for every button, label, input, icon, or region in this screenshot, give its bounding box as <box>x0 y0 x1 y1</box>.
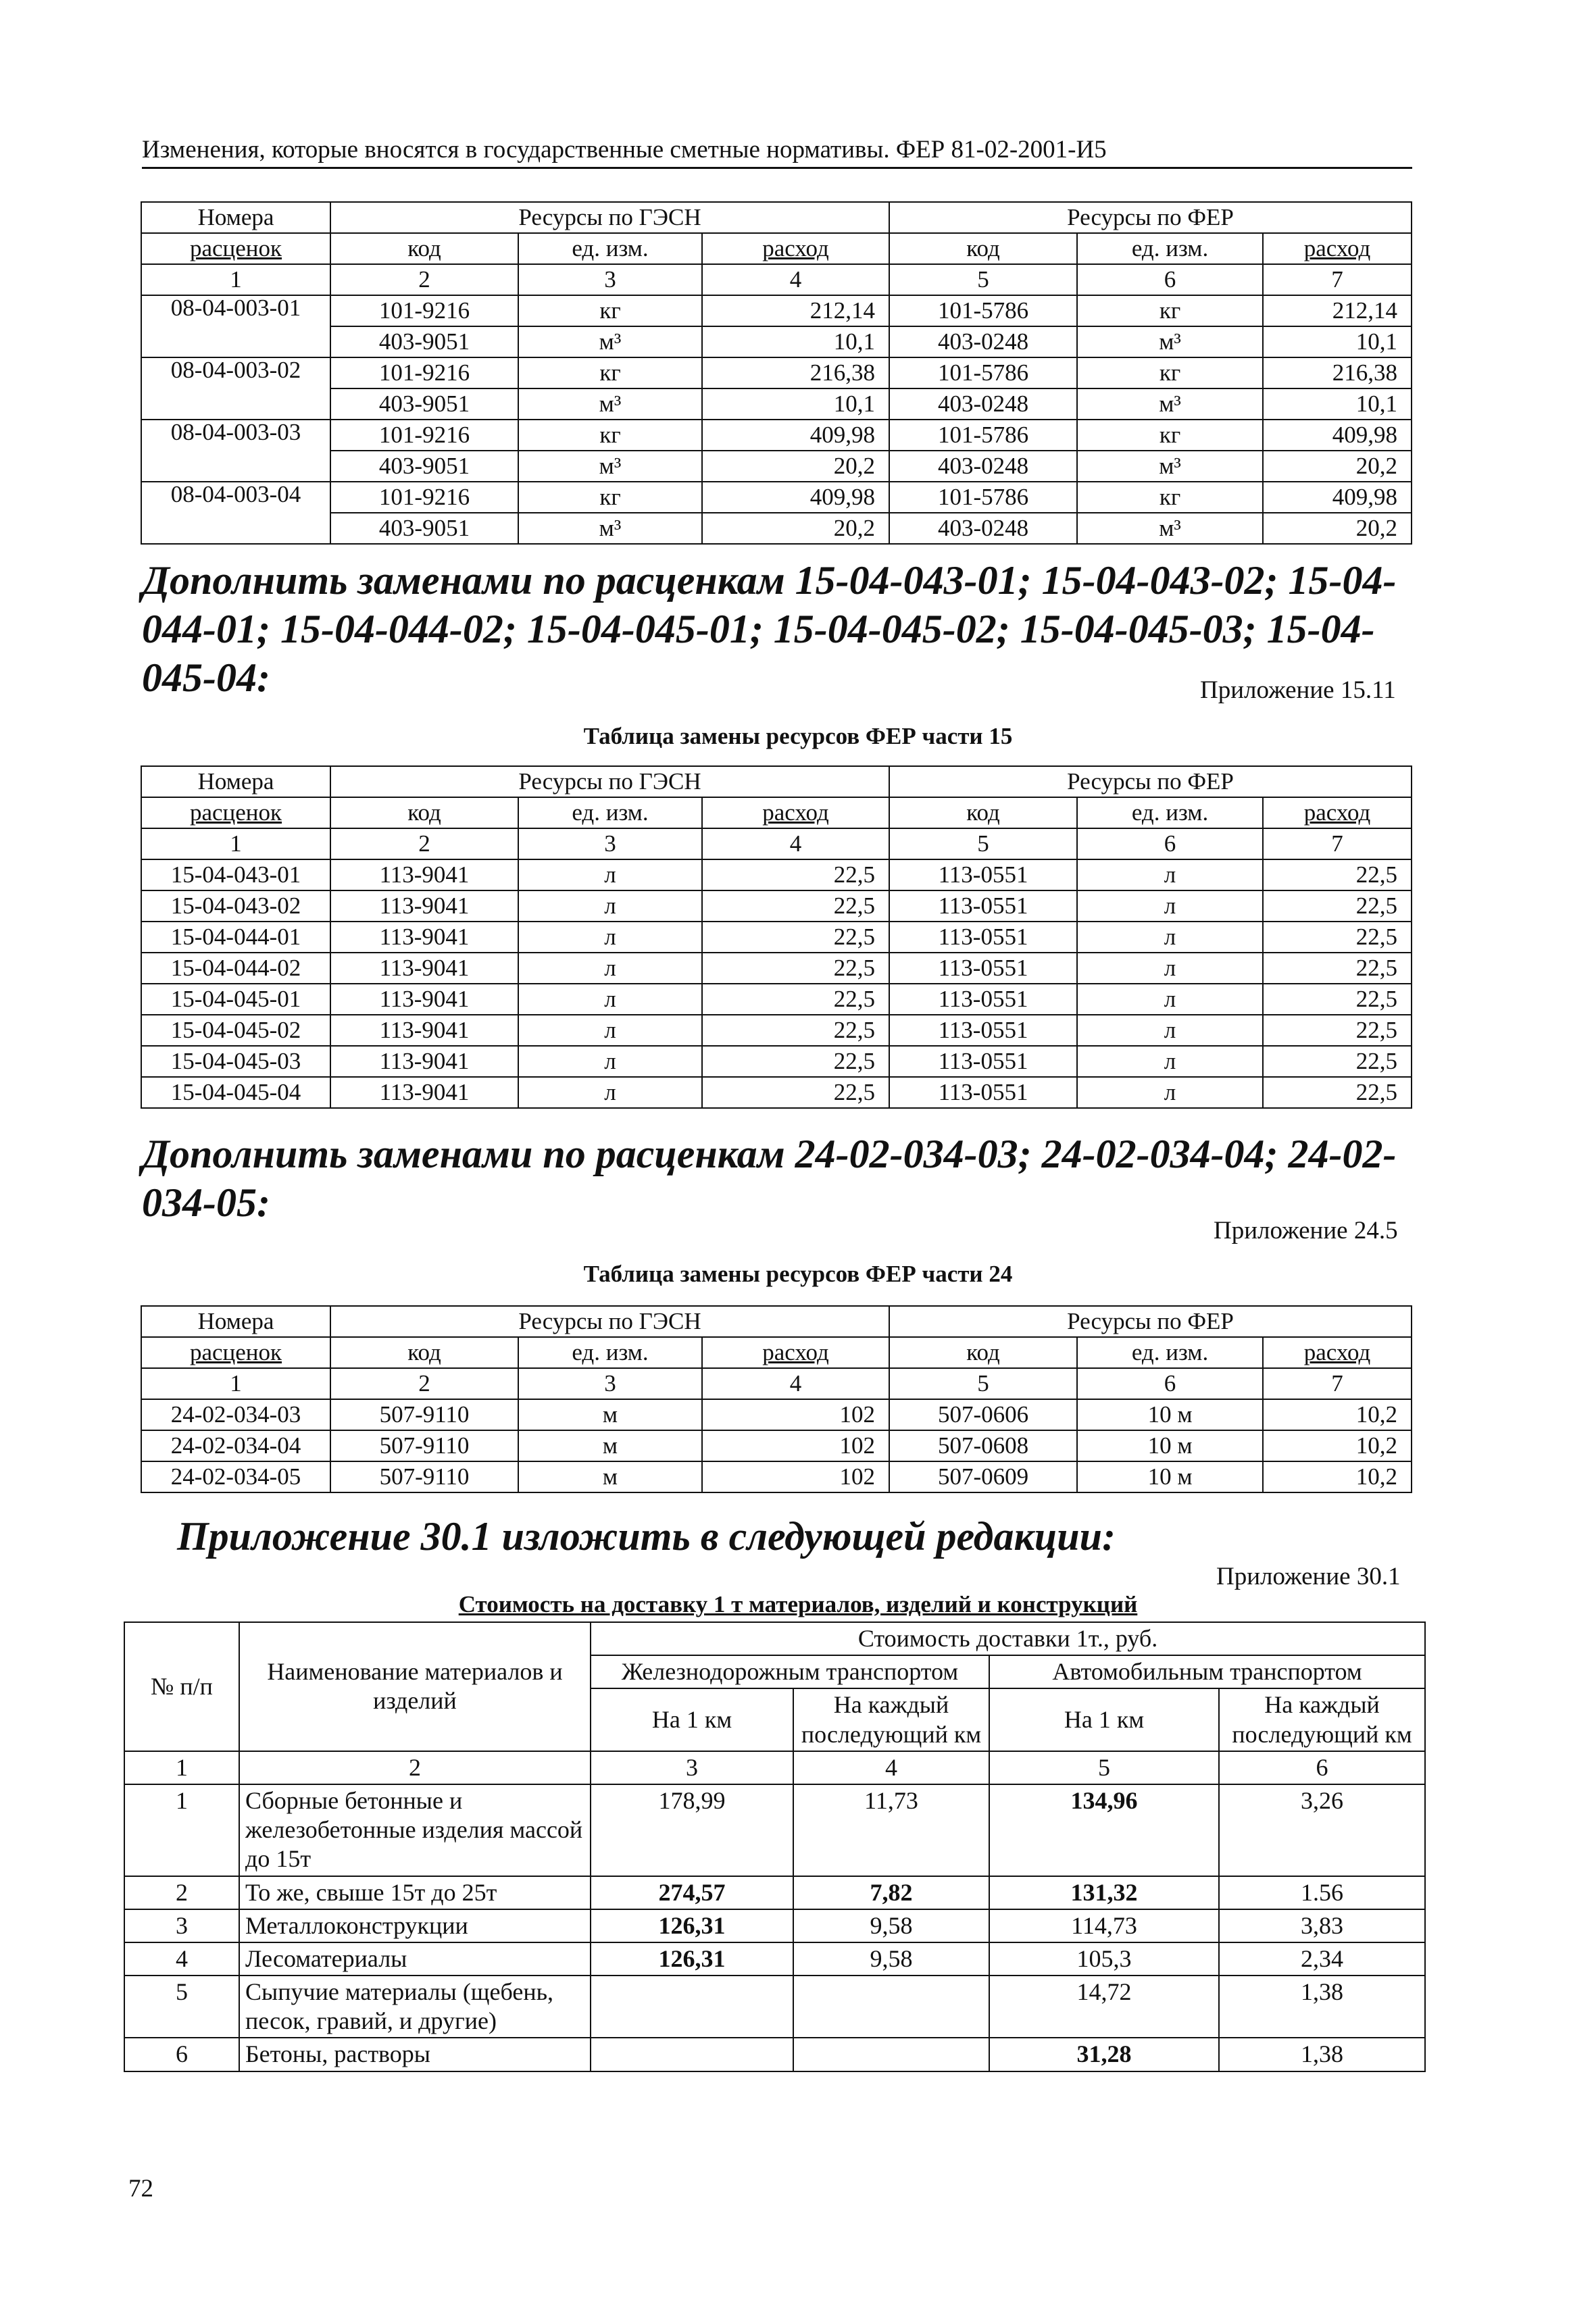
col-header-kod: код <box>330 233 518 264</box>
col-header-kod: код <box>889 233 1077 264</box>
table-cell: м³ <box>518 388 702 420</box>
table-row <box>124 1876 1425 1909</box>
table-cell: л <box>1077 890 1263 922</box>
appendix-label-24-5: Приложение 24.5 <box>1214 1217 1398 1244</box>
table-row <box>141 1399 1412 1430</box>
col-header-fer: Ресурсы по ФЕР <box>889 1306 1412 1337</box>
rate-code: 15-04-045-01 <box>141 984 330 1015</box>
table-cell: 403-9051 <box>330 388 518 420</box>
col-header-ed: ед. изм. <box>518 797 702 828</box>
table-cell: м³ <box>518 451 702 482</box>
material-name: Лесоматериалы <box>239 1942 591 1976</box>
table-cell: 10,1 <box>702 388 889 420</box>
table-cell: л <box>1077 1046 1263 1077</box>
col-header-ed: ед. изм. <box>1077 233 1263 264</box>
table-caption-part-24: Таблица замены ресурсов ФЕР части 24 <box>583 1261 1013 1287</box>
table-row <box>124 1976 1425 2038</box>
col-number: 7 <box>1263 1368 1412 1399</box>
rate-code: 08-04-003-04 <box>141 482 330 544</box>
table-cell: 22,5 <box>1263 922 1412 953</box>
col-header-rashod: расход <box>1263 797 1412 828</box>
table-cell: 409,98 <box>702 482 889 513</box>
table-cell: 10,1 <box>1263 388 1412 420</box>
table-cell: 22,5 <box>1263 1077 1412 1108</box>
cost-cell: 11,73 <box>793 1784 989 1876</box>
table-cell: 22,5 <box>1263 1046 1412 1077</box>
col-number: 2 <box>330 828 518 859</box>
table-cell: 22,5 <box>1263 890 1412 922</box>
table-cell: 20,2 <box>702 451 889 482</box>
table-cell: 403-0248 <box>889 451 1077 482</box>
cost-cell: 105,3 <box>989 1942 1219 1976</box>
table-cell: 22,5 <box>702 890 889 922</box>
table-cell: м <box>518 1399 702 1430</box>
rate-code: 08-04-003-03 <box>141 420 330 482</box>
table-cell: 113-0551 <box>889 859 1077 890</box>
table-cell: л <box>518 922 702 953</box>
table-cell: 101-5786 <box>889 482 1077 513</box>
table-cell: л <box>518 1077 702 1108</box>
table-cell: 113-0551 <box>889 890 1077 922</box>
section-heading-24: Дополнить заменами по расценкам 24-02-034-03; 24-02-034-04; 24-02-034-05: <box>142 1132 1397 1225</box>
table-cell: 102 <box>702 1461 889 1492</box>
table-cell: 409,98 <box>1263 482 1412 513</box>
cost-cell: 7,82 <box>793 1876 989 1909</box>
table-cell: 10,1 <box>702 326 889 357</box>
table-cell: 10 м <box>1077 1461 1263 1492</box>
table-cell: 216,38 <box>1263 357 1412 388</box>
col-header-rate-number: Номера <box>141 766 330 797</box>
col-num-3: 3 <box>591 1751 793 1784</box>
cost-cell: 14,72 <box>989 1976 1219 2038</box>
appendix-label-30-1: Приложение 30.1 <box>1216 1563 1401 1590</box>
resource-table-part-24 <box>141 1305 1412 1493</box>
col-header-fer: Ресурсы по ФЕР <box>889 766 1412 797</box>
table-row <box>141 420 1412 451</box>
table-cell: л <box>518 1046 702 1077</box>
table-cell: 212,14 <box>702 295 889 326</box>
table-cell: 403-0248 <box>889 388 1077 420</box>
col-number: 1 <box>141 828 330 859</box>
col-header-auto: Автомобильным транспортом <box>989 1655 1425 1688</box>
cost-cell: 9,58 <box>793 1909 989 1942</box>
table-cell: м³ <box>518 326 702 357</box>
table-cell: 113-0551 <box>889 1046 1077 1077</box>
table-cell: л <box>518 953 702 984</box>
col-header-gesn: Ресурсы по ГЭСН <box>330 766 889 797</box>
table-cell: 113-9041 <box>330 953 518 984</box>
table-cell: 10,2 <box>1263 1430 1412 1461</box>
table-cell: 20,2 <box>1263 451 1412 482</box>
section-heading-15: Дополнить заменами по расценкам 15-04-043-01; 15-04-043-02; 15-04-044-01; 15-04-044-02; 15-04-045-01; 15-04-045-02; 15-04-045-03; 15-04-045-04: <box>142 558 1397 700</box>
rate-code: 24-02-034-04 <box>141 1430 330 1461</box>
col-num-5: 5 <box>989 1751 1219 1784</box>
table-cell: 22,5 <box>702 1077 889 1108</box>
table-row <box>124 1909 1425 1942</box>
col-header-kod: код <box>330 1337 518 1368</box>
table-row <box>124 1942 1425 1976</box>
table-cell: 10 м <box>1077 1430 1263 1461</box>
cost-cell: 1,38 <box>1219 1976 1425 2038</box>
table-row <box>141 295 1412 326</box>
rate-code: 15-04-043-02 <box>141 890 330 922</box>
row-number: 5 <box>124 1976 239 2038</box>
cost-cell: 126,31 <box>591 1909 793 1942</box>
col-header-rail-per1: На 1 км <box>591 1688 793 1751</box>
table-cell: 102 <box>702 1430 889 1461</box>
table-cell: кг <box>518 357 702 388</box>
table-cell: л <box>1077 1015 1263 1046</box>
col-header-rates: расценок <box>141 1337 330 1368</box>
table-cell: л <box>1077 859 1263 890</box>
resource-table-part-8 <box>141 201 1412 545</box>
col-header-kod: код <box>330 797 518 828</box>
table-cell: 22,5 <box>702 859 889 890</box>
table-cell: кг <box>1077 357 1263 388</box>
table-cell: 101-5786 <box>889 420 1077 451</box>
cost-cell: 114,73 <box>989 1909 1219 1942</box>
col-number: 4 <box>702 828 889 859</box>
rate-code: 24-02-034-05 <box>141 1461 330 1492</box>
table-cell: 403-0248 <box>889 326 1077 357</box>
table-cell: л <box>1077 984 1263 1015</box>
table-cell: 22,5 <box>702 922 889 953</box>
cost-cell <box>793 1976 989 2038</box>
material-name: Сборные бетонные и железобетонные изделия массой до 15т <box>239 1784 591 1876</box>
table-cell: 22,5 <box>702 1046 889 1077</box>
table-cell: 113-9041 <box>330 1015 518 1046</box>
col-header-ed: ед. изм. <box>1077 1337 1263 1368</box>
table-cell: кг <box>1077 295 1263 326</box>
col-num-4: 4 <box>793 1751 989 1784</box>
table-cell: 22,5 <box>1263 953 1412 984</box>
material-name: Металлоконструкции <box>239 1909 591 1942</box>
page-header: Изменения, которые вносятся в государственные сметные нормативы. ФЕР 81-02-2001-И5 <box>142 135 1412 169</box>
col-header-ed: ед. изм. <box>518 233 702 264</box>
table-cell: м <box>518 1461 702 1492</box>
table-row <box>141 388 1412 420</box>
table-cell: 113-9041 <box>330 984 518 1015</box>
table-cell: 20,2 <box>702 513 889 544</box>
table-cell: 113-0551 <box>889 1015 1077 1046</box>
table-cell: 113-0551 <box>889 953 1077 984</box>
rate-code: 08-04-003-02 <box>141 357 330 420</box>
col-number: 5 <box>889 264 1077 295</box>
row-number: 2 <box>124 1876 239 1909</box>
cost-cell: 3,26 <box>1219 1784 1425 1876</box>
table-cell: 10 м <box>1077 1399 1263 1430</box>
col-num-6: 6 <box>1219 1751 1425 1784</box>
cost-cell: 131,32 <box>989 1876 1219 1909</box>
col-number: 2 <box>330 1368 518 1399</box>
col-number: 7 <box>1263 264 1412 295</box>
table-row <box>141 922 1412 953</box>
table-cell: 20,2 <box>1263 513 1412 544</box>
col-num-1: 1 <box>124 1751 239 1784</box>
table-cell: 10,2 <box>1263 1399 1412 1430</box>
col-number: 4 <box>702 264 889 295</box>
rate-code: 24-02-034-03 <box>141 1399 330 1430</box>
table-cell: 101-9216 <box>330 357 518 388</box>
cost-cell: 178,99 <box>591 1784 793 1876</box>
col-header-fer: Ресурсы по ФЕР <box>889 202 1412 233</box>
table-cell: м³ <box>518 513 702 544</box>
section-heading-30-1: Приложение 30.1 изложить в следующей редакции: <box>177 1514 1116 1559</box>
table-cell: л <box>518 890 702 922</box>
col-number: 6 <box>1077 1368 1263 1399</box>
table-cell: л <box>518 1015 702 1046</box>
table-cell: 507-9110 <box>330 1430 518 1461</box>
table-row <box>141 357 1412 388</box>
cost-cell: 31,28 <box>989 2038 1219 2071</box>
resource-table-part-15 <box>141 765 1412 1109</box>
col-header-rashod: расход <box>1263 1337 1412 1368</box>
table-cell: 113-0551 <box>889 922 1077 953</box>
table-cell: 113-0551 <box>889 984 1077 1015</box>
col-header-num: № п/п <box>124 1622 239 1751</box>
table-cell: м³ <box>1077 451 1263 482</box>
table-cell: 22,5 <box>1263 984 1412 1015</box>
rate-code: 15-04-044-02 <box>141 953 330 984</box>
page-number: 72 <box>128 2175 153 2203</box>
table-cell: 22,5 <box>702 953 889 984</box>
table-row <box>141 513 1412 544</box>
table-row <box>141 984 1412 1015</box>
table-cell: 113-9041 <box>330 922 518 953</box>
table-cell: м³ <box>1077 326 1263 357</box>
table-row <box>141 1077 1412 1108</box>
row-number: 6 <box>124 2038 239 2071</box>
table-row <box>124 2038 1425 2071</box>
table-cell: кг <box>518 295 702 326</box>
cost-cell: 274,57 <box>591 1876 793 1909</box>
row-number: 4 <box>124 1942 239 1976</box>
table-cell: 507-0609 <box>889 1461 1077 1492</box>
table-cell: 22,5 <box>1263 859 1412 890</box>
table-cell: 101-9216 <box>330 295 518 326</box>
delivery-cost-table <box>124 1621 1426 2072</box>
cost-cell: 3,83 <box>1219 1909 1425 1942</box>
material-name: Сыпучие материалы (щебень, песок, гравий, и другие) <box>239 1976 591 2038</box>
table-cell: 22,5 <box>702 1015 889 1046</box>
col-number: 3 <box>518 1368 702 1399</box>
table-cell: 403-0248 <box>889 513 1077 544</box>
table-cell: 403-9051 <box>330 513 518 544</box>
col-header-rashod: расход <box>702 797 889 828</box>
col-header-kod: код <box>889 1337 1077 1368</box>
table-cell: 22,5 <box>1263 1015 1412 1046</box>
rate-code: 15-04-045-04 <box>141 1077 330 1108</box>
table-cell: 212,14 <box>1263 295 1412 326</box>
table-cell: 409,98 <box>702 420 889 451</box>
table-row <box>141 859 1412 890</box>
rate-code: 08-04-003-01 <box>141 295 330 357</box>
table-cell: 102 <box>702 1399 889 1430</box>
col-number: 1 <box>141 264 330 295</box>
cost-cell: 9,58 <box>793 1942 989 1976</box>
table-cell: 403-9051 <box>330 326 518 357</box>
table-cell: м³ <box>1077 513 1263 544</box>
table-cell: м³ <box>1077 388 1263 420</box>
table-cell: 507-9110 <box>330 1461 518 1492</box>
col-header-auto-next: На каждый последующий км <box>1219 1688 1425 1751</box>
table-row <box>141 1430 1412 1461</box>
table-cell: 507-9110 <box>330 1399 518 1430</box>
col-number: 7 <box>1263 828 1412 859</box>
col-header-gesn: Ресурсы по ГЭСН <box>330 202 889 233</box>
col-header-rates: расценок <box>141 233 330 264</box>
table-cell: 101-9216 <box>330 482 518 513</box>
col-header-rate-number: Номера <box>141 1306 330 1337</box>
material-name: То же, свыше 15т до 25т <box>239 1876 591 1909</box>
col-number: 2 <box>330 264 518 295</box>
col-num-2: 2 <box>239 1751 591 1784</box>
table-cell: 507-0606 <box>889 1399 1077 1430</box>
row-number: 1 <box>124 1784 239 1876</box>
cost-cell: 1.56 <box>1219 1876 1425 1909</box>
material-name: Бетоны, растворы <box>239 2038 591 2071</box>
table-cell: 113-9041 <box>330 1077 518 1108</box>
table-cell: 22,5 <box>702 984 889 1015</box>
col-number: 6 <box>1077 264 1263 295</box>
cost-cell: 126,31 <box>591 1942 793 1976</box>
table-cell: 113-9041 <box>330 890 518 922</box>
rate-code: 15-04-045-02 <box>141 1015 330 1046</box>
table-cell: 113-9041 <box>330 1046 518 1077</box>
table-cell: 409,98 <box>1263 420 1412 451</box>
cost-cell <box>591 2038 793 2071</box>
table-row <box>141 1046 1412 1077</box>
col-header-rashod: расход <box>702 1337 889 1368</box>
table-cell: кг <box>1077 482 1263 513</box>
col-header-cost: Стоимость доставки 1т., руб. <box>591 1622 1425 1655</box>
col-header-gesn: Ресурсы по ГЭСН <box>330 1306 889 1337</box>
table-caption-part-15: Таблица замены ресурсов ФЕР части 15 <box>583 723 1013 749</box>
table-cell: 101-9216 <box>330 420 518 451</box>
rate-code: 15-04-043-01 <box>141 859 330 890</box>
table-cell: кг <box>1077 420 1263 451</box>
cost-cell <box>793 2038 989 2071</box>
table-row <box>141 326 1412 357</box>
col-header-kod: код <box>889 797 1077 828</box>
cost-cell: 134,96 <box>989 1784 1219 1876</box>
col-header-name: Наименование материалов и изделий <box>239 1622 591 1751</box>
appendix-label-15-11: Приложение 15.11 <box>1200 676 1396 704</box>
table-row <box>141 953 1412 984</box>
table-cell: л <box>1077 922 1263 953</box>
table-row <box>124 1784 1425 1876</box>
table-cell: кг <box>518 482 702 513</box>
table-cell: 101-5786 <box>889 295 1077 326</box>
col-header-rail: Железнодорожным транспортом <box>591 1655 989 1688</box>
col-header-ed: ед. изм. <box>518 1337 702 1368</box>
col-number: 6 <box>1077 828 1263 859</box>
table-cell: 101-5786 <box>889 357 1077 388</box>
rate-code: 15-04-044-01 <box>141 922 330 953</box>
table-row <box>141 890 1412 922</box>
table-row <box>141 1015 1412 1046</box>
col-number: 5 <box>889 1368 1077 1399</box>
table-cell: 403-9051 <box>330 451 518 482</box>
col-number: 4 <box>702 1368 889 1399</box>
table-cell: л <box>1077 953 1263 984</box>
col-number: 5 <box>889 828 1077 859</box>
table-cell: л <box>1077 1077 1263 1108</box>
table-caption-delivery-cost: Стоимость на доставку 1 т материалов, изделий и конструкций <box>458 1591 1138 1617</box>
cost-cell: 2,34 <box>1219 1942 1425 1976</box>
col-header-rates: расценок <box>141 797 330 828</box>
table-cell: 113-9041 <box>330 859 518 890</box>
table-cell: 216,38 <box>702 357 889 388</box>
table-cell: кг <box>518 420 702 451</box>
table-cell: 10,2 <box>1263 1461 1412 1492</box>
col-header-rashod: расход <box>702 233 889 264</box>
table-row <box>141 451 1412 482</box>
col-number: 3 <box>518 828 702 859</box>
table-cell: м <box>518 1430 702 1461</box>
table-row <box>141 1461 1412 1492</box>
col-header-rashod: расход <box>1263 233 1412 264</box>
cost-cell: 1,38 <box>1219 2038 1425 2071</box>
col-number: 3 <box>518 264 702 295</box>
table-cell: л <box>518 859 702 890</box>
col-number: 1 <box>141 1368 330 1399</box>
col-header-rail-next: На каждый последующий км <box>793 1688 989 1751</box>
col-header-auto-per1: На 1 км <box>989 1688 1219 1751</box>
table-row <box>141 482 1412 513</box>
table-cell: л <box>518 984 702 1015</box>
table-cell: 10,1 <box>1263 326 1412 357</box>
col-header-rate-number: Номера <box>141 202 330 233</box>
table-cell: 507-0608 <box>889 1430 1077 1461</box>
table-cell: 113-0551 <box>889 1077 1077 1108</box>
rate-code: 15-04-045-03 <box>141 1046 330 1077</box>
col-header-ed: ед. изм. <box>1077 797 1263 828</box>
cost-cell <box>591 1976 793 2038</box>
row-number: 3 <box>124 1909 239 1942</box>
